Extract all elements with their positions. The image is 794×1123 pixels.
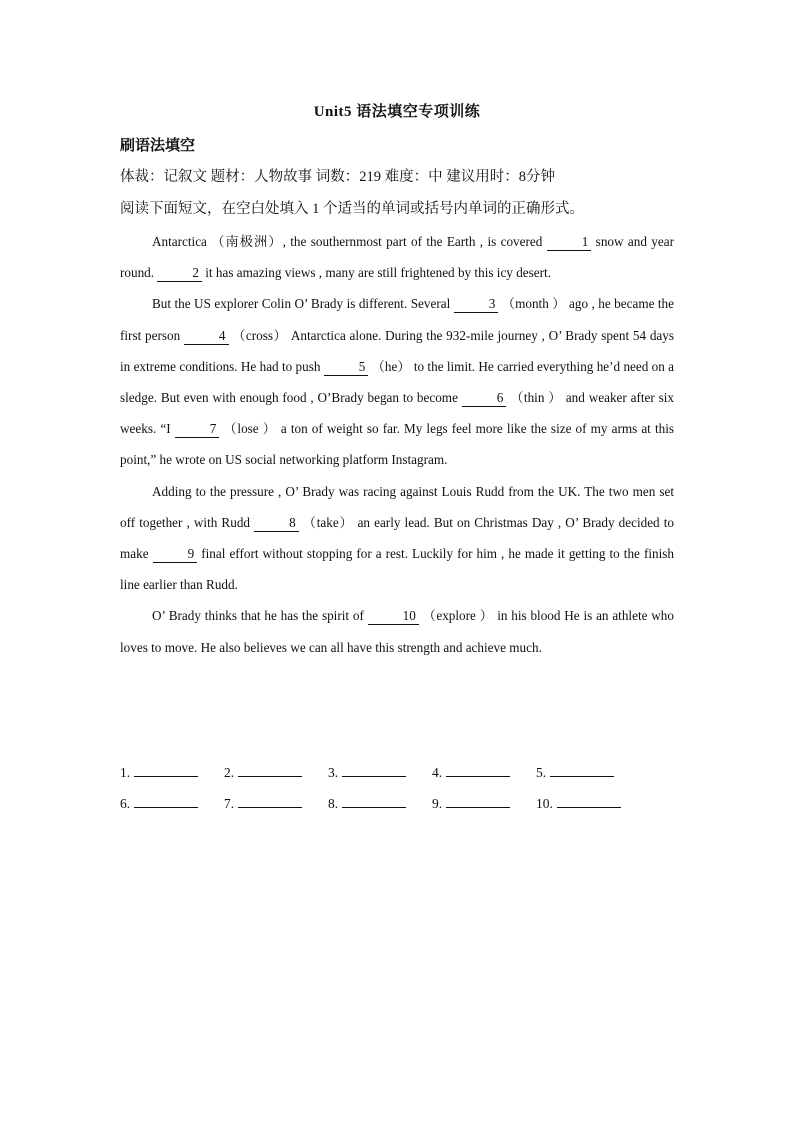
passage-text: Adding to the pressure , O’ Brady was racing against Louis Rudd from the UK. The two men set off together , with Rudd bbox=[120, 483, 674, 530]
answer-number: 9. bbox=[432, 796, 443, 811]
answer-number: 5. bbox=[536, 765, 547, 780]
answer-item bbox=[432, 795, 536, 812]
answer-item bbox=[536, 795, 640, 812]
blank-number: 7 bbox=[175, 421, 220, 438]
answer-item bbox=[328, 795, 432, 812]
blank-number: 9 bbox=[153, 546, 198, 563]
answer-number: 8. bbox=[328, 796, 339, 811]
instructions: 阅读下面短文，在空白处填入 1 个适当的单词或括号内单词的正确形式。 bbox=[120, 201, 584, 217]
answer-blank-line[interactable] bbox=[238, 795, 302, 808]
answer-item bbox=[328, 764, 432, 781]
page-title: Unit5 语法填空专项训练 bbox=[313, 104, 481, 120]
passage-text: Antarctica （南极洲）, the southernmost part of the Earth , is covered bbox=[152, 234, 547, 249]
passage-text: （lose ） a ton of weight so far. My legs feel more like the size of my arms at this point,” he wrote on US social networking platform Instagram. bbox=[120, 421, 675, 468]
passage-text: O’ Brady thinks that he has the spirit of bbox=[152, 608, 368, 624]
answer-blank-line[interactable] bbox=[342, 764, 406, 777]
answer-sheet bbox=[120, 757, 640, 819]
passage-text: final effort without stopping for a rest. Luckily for him , he made it getting to the finish line earlier than Rudd. bbox=[120, 546, 674, 593]
answer-number: 4. bbox=[432, 765, 443, 780]
answer-item bbox=[120, 795, 224, 812]
passage-meta: 体裁：记叙文 题材：人物故事 词数：219 难度：中 建议用时：8分钟 bbox=[120, 169, 555, 185]
blank-number: 4 bbox=[184, 328, 229, 345]
answer-blank-line[interactable] bbox=[134, 795, 198, 808]
answer-blank-line[interactable] bbox=[342, 795, 406, 808]
passage bbox=[120, 226, 674, 663]
passage-text: it has amazing views , many are still frightened by this icy desert. bbox=[201, 265, 551, 281]
answer-blank-line[interactable] bbox=[238, 764, 302, 777]
passage-paragraph bbox=[120, 476, 674, 601]
blank-number: 8 bbox=[254, 515, 299, 532]
blank-number: 2 bbox=[157, 265, 202, 282]
answer-item bbox=[224, 795, 328, 812]
blank-number: 6 bbox=[462, 390, 507, 407]
passage-text: snow and year round. bbox=[120, 234, 674, 281]
answer-number: 7. bbox=[224, 796, 235, 811]
passage-paragraph bbox=[120, 288, 674, 475]
answer-item bbox=[432, 764, 536, 781]
answer-number: 2. bbox=[224, 765, 235, 780]
passage-text: But the US explorer Colin O’ Brady is different. Several bbox=[152, 296, 454, 312]
blank-number: 5 bbox=[324, 359, 369, 376]
answer-number: 10. bbox=[536, 796, 553, 811]
answer-blank-line[interactable] bbox=[446, 764, 510, 777]
answer-blank-line[interactable] bbox=[550, 764, 614, 777]
answer-blank-line[interactable] bbox=[446, 795, 510, 808]
blank-number: 1 bbox=[547, 234, 592, 251]
answer-blank-line[interactable] bbox=[134, 764, 198, 777]
passage-text: （explore ） in his blood He is an athlete who loves to move. He also believes we can all have this strength and achieve much. bbox=[120, 608, 674, 655]
passage-text: （he） to the limit. He carried everything he’d need on a sledge. But even with enough food , O’Brady began to become bbox=[120, 358, 675, 406]
answer-number: 1. bbox=[120, 765, 131, 780]
answer-number: 6. bbox=[120, 796, 131, 811]
passage-text: （month ） ago , he became the first person bbox=[120, 296, 674, 343]
blank-number: 3 bbox=[454, 296, 499, 313]
passage-paragraph bbox=[120, 226, 674, 288]
blank-number: 10 bbox=[368, 608, 419, 625]
answer-item bbox=[120, 764, 224, 781]
passage-text: （take） an early lead. But on Christmas Day , O’ Brady decided to make bbox=[120, 514, 674, 562]
passage-text: （cross） Antarctica alone. During the 932-mile journey , O’ Brady spent 54 days in extreme conditions. He had to push bbox=[120, 327, 674, 374]
section-subtitle: 刷语法填空 bbox=[120, 138, 196, 154]
answer-row bbox=[120, 757, 640, 788]
answer-item bbox=[224, 764, 328, 781]
passage-text: （thin ） and weaker after six weeks. “I bbox=[120, 390, 674, 437]
answer-row bbox=[120, 788, 640, 819]
passage-paragraph bbox=[120, 600, 674, 662]
answer-number: 3. bbox=[328, 765, 339, 780]
answer-item bbox=[536, 764, 640, 781]
answer-blank-line[interactable] bbox=[557, 795, 621, 808]
